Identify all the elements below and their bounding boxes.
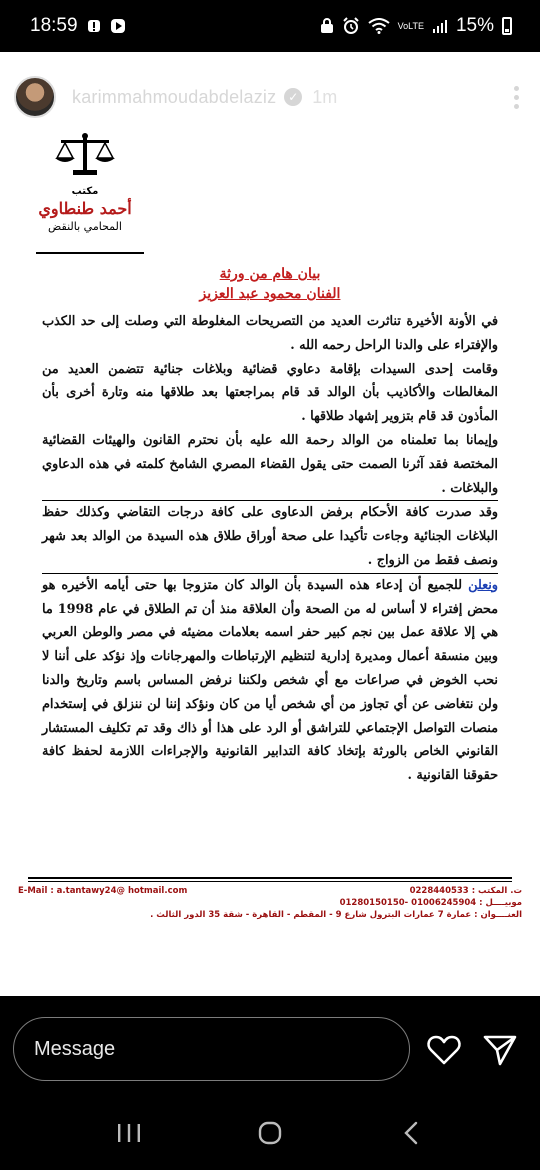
reply-bar [0, 996, 540, 1096]
back-icon[interactable] [391, 1113, 431, 1153]
play-icon [110, 18, 126, 34]
message-placeholder: Message [34, 1037, 116, 1060]
story-time: 1m [312, 86, 338, 107]
home-icon[interactable] [250, 1113, 290, 1153]
scales-of-justice-icon [53, 132, 117, 178]
lock-icon [320, 18, 334, 34]
paragraph: وإيمانا بما تعلمناه من الوالد رحمة الله عليه بأن نحترم القانون والهيئات القضائية المختصة فقد آثرنا الصمت حتى يقول القضاء المصري الشامخ كلمته في هذه الدعاوي والبلاغات . [42, 432, 498, 496]
battery-icon [502, 17, 512, 35]
paragraph [42, 574, 498, 788]
alarm-icon [342, 17, 360, 35]
status-time: 18:59 [30, 15, 78, 36]
recents-icon[interactable] [109, 1113, 149, 1153]
notification-icon [86, 18, 102, 34]
document-body [42, 310, 498, 788]
message-input[interactable] [13, 1017, 410, 1081]
paragraph: في الأونة الأخيرة تناثرت العديد من التصريحات المغلوطة التي وصلت إلى حد الكذب والإفتراء على والدنا الراحل رحمه الله . [42, 314, 498, 353]
story-viewer[interactable] [0, 52, 540, 996]
header-divider [36, 252, 144, 254]
story-header [14, 74, 526, 120]
avatar[interactable] [14, 76, 56, 118]
wifi-icon [368, 18, 390, 34]
document-title-line1: بيان هام من ورثة [219, 266, 321, 282]
lawyer-title: المحامي بالنقض [48, 220, 122, 233]
footer-mobile: موبيــــل : 01006245904 -01280150150 [339, 898, 522, 908]
send-icon[interactable] [482, 1034, 518, 1066]
document-title [0, 264, 540, 304]
story-progress-bar [10, 57, 530, 60]
highlighted-paragraph: وقد صدرت كافة الأحكام برفض الدعاوى على كافة درجات التقاضي وكذلك حفظ البلاغات الجنائية وجاءت تأكيدا على صحة أوراق طلاق هذه السيدة من الوالد بعد شهر ونصف فقط من الزواج . [42, 500, 498, 573]
signal-icon [432, 18, 448, 34]
lawyer-name: أحمد طنطاوي [38, 199, 132, 218]
paragraph: وقامت إحدى السيدات بإقامة دعاوي قضائية وبلاغات جنائية تتضمن العديد من المغالطات والأكاذيب بأن الوالد قد قام بمراجعتها بعد طلاقها منه وتارة أخرى بأن المأذون قد قام بتزوير إشهاد طلاقها . [42, 361, 498, 425]
footer-divider [28, 877, 512, 879]
more-options-icon[interactable] [506, 86, 526, 109]
battery-percent: 15% [455, 15, 494, 36]
username[interactable]: karimmahmoudabdelaziz [72, 86, 277, 107]
office-label: مكتب [71, 186, 99, 197]
navigation-bar [0, 1096, 540, 1170]
paragraph-text: للجميع أن إدعاء هذه السيدة بأن الوالد كان متزوجا بها حتى أيامه الأخيره هو محض إفتراء لا أساس له من الصحة وأن العلاقة منذ أن تم الطلاق في عام 1998 ما هي إلا علاقة عمل بين نجم كبير حفر اسمه بعلامات مضيئه في مصر والوطن العربي وبين منسقة أعمال ومديرة إدارية لتنظيم الإرتباطات والمهرجانات وإذ نؤكد على أننا لا نحب الخوض في صراعات مع أي شخص ولكننا نرفض المساس باسم وتاريخ والدنا ولن نتغاضى عن أي تجاوز من أي شخص أيا من كان ونؤكد إننا لن ننزلق في إستخدام منصات التواصل الإجتماعي للتراشق أو الرد على هذا أو ذاك وقد تم تكليف المستشار القانوني الخاص بالورثة بإتخاذ كافة التدابير القانونية والإجراءات اللازمة لحفظ كافة حقوقنا القانونية . [42, 577, 498, 784]
footer-address: العنــــوان : عمارة 7 عمارات البترول شارع 9 - المقطم - القاهرة - شقة 35 الدور الثالث . [150, 910, 522, 920]
volte-icon: VoLTE [397, 20, 424, 31]
heart-icon[interactable] [426, 1034, 462, 1066]
document-title-line2: الفنان محمود عبد العزيز [199, 286, 341, 302]
footer-divider [28, 881, 512, 882]
letterhead [30, 132, 140, 233]
status-bar [0, 0, 540, 52]
footer-email: E-Mail : a.tantawy24@ hotmail.com [18, 886, 188, 896]
verified-badge-icon: ✓ [284, 88, 302, 106]
letter-footer [18, 885, 522, 921]
story-progress-fill [10, 57, 530, 60]
footer-office-phone: ت. المكتب : 0228440533 [409, 886, 522, 896]
paragraph-lead: ونعلن [468, 577, 498, 593]
